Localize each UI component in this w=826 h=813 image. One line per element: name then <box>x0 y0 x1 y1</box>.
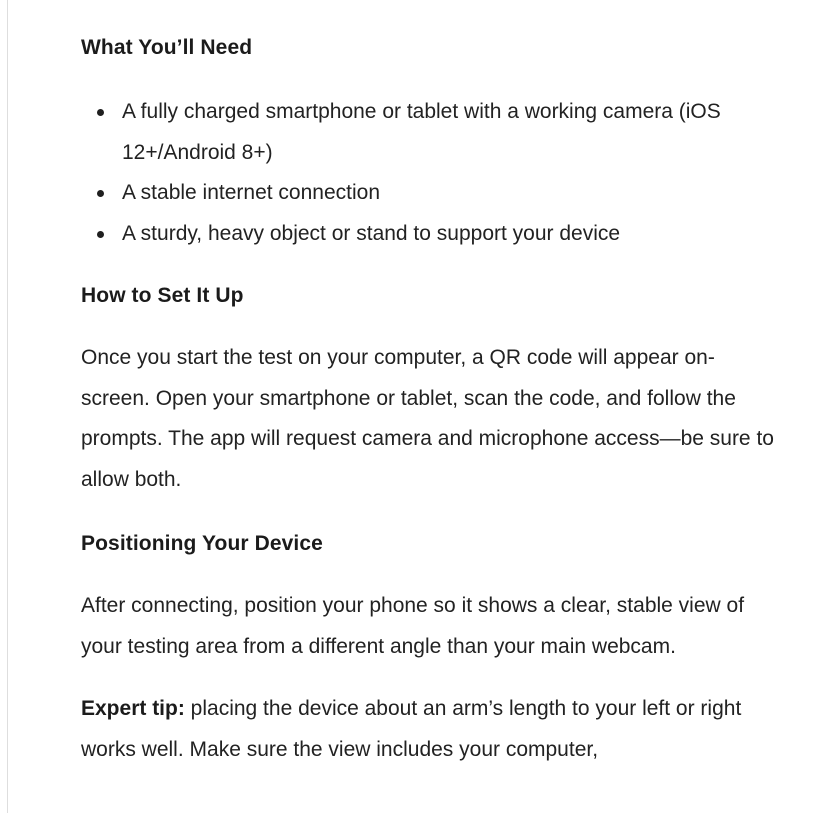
setup-paragraph: Once you start the test on your computer, a QR code will appear on-screen. Open your smartphone or tablet, scan the code, and follow the prompts. The app will request camera and microphone access—be sure to allow both. <box>81 346 774 491</box>
left-divider <box>7 0 8 813</box>
expert-tip-paragraph <box>81 689 781 770</box>
heading-positioning-your-device: Positioning Your Device <box>81 532 323 555</box>
list-item <box>81 92 781 173</box>
article-content <box>81 28 781 770</box>
bullet-icon <box>97 190 104 197</box>
expert-tip-text: placing the device about an arm’s length to your left or right works well. Make sure the view includes your computer, <box>81 697 742 761</box>
list-item <box>81 173 781 214</box>
positioning-paragraph: After connecting, position your phone so it shows a clear, stable view of your testing area from a different angle than your main webcam. <box>81 594 745 658</box>
list-item-text: A stable internet connection <box>122 181 381 204</box>
heading-what-youll-need: What You’ll Need <box>81 36 253 59</box>
bullet-icon <box>97 109 104 116</box>
bullet-icon <box>97 231 104 238</box>
heading-how-to-set-it-up: How to Set It Up <box>81 284 244 307</box>
expert-tip-label: Expert tip: <box>81 697 185 720</box>
list-item-text: A fully charged smartphone or tablet with a working camera (iOS 12+/Android 8+) <box>122 100 721 164</box>
list-item-text: A sturdy, heavy object or stand to support your device <box>122 221 621 245</box>
requirements-list <box>81 92 781 254</box>
list-item <box>81 214 781 255</box>
